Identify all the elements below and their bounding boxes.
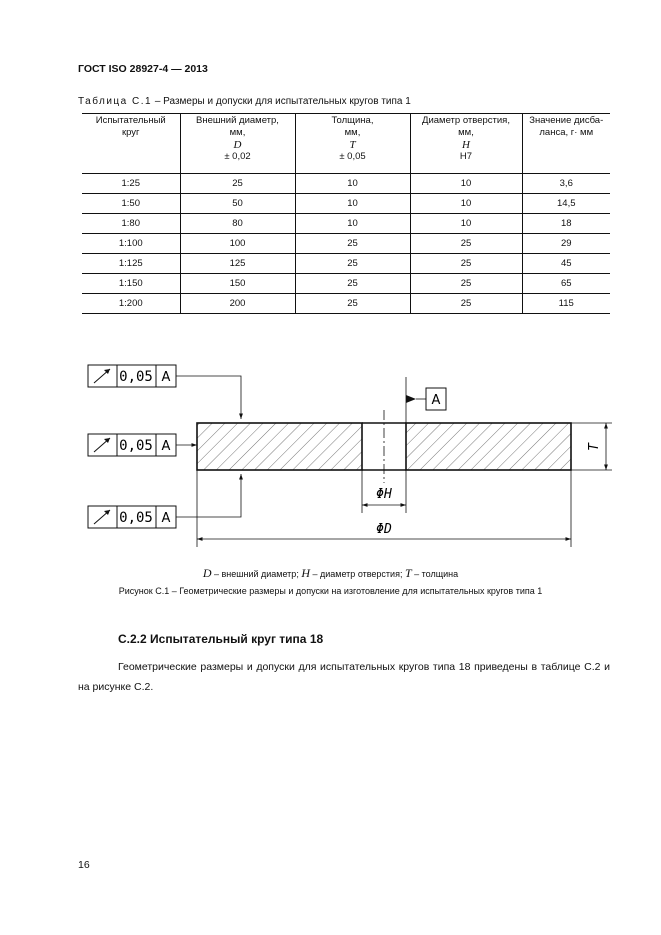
- page-number: 16: [78, 859, 90, 871]
- table-row: 1:125 125 25 25 45: [82, 254, 610, 274]
- document-header: ГОСТ ISO 28927-4 — 2013: [78, 63, 208, 75]
- wheel-drawing: [0, 355, 661, 555]
- tolerance-value: 0,05: [119, 510, 153, 526]
- table-caption-text: – Размеры и допуски для испытательных кругов типа 1: [152, 96, 411, 107]
- datum-ref: A: [161, 511, 171, 526]
- table-row: 1:80 80 10 10 18: [82, 214, 610, 234]
- tolerance-value: 0,05: [119, 438, 153, 454]
- col-header-outer-diameter: Внешний диаметр, мм, D ± 0,02: [180, 114, 295, 174]
- col-header-thickness: Толщина, мм, T ± 0,05: [295, 114, 410, 174]
- hole-dimension-label: ΦH: [376, 487, 392, 502]
- col-header-wheel: Испытательный круг: [82, 114, 180, 174]
- table-row: 1:200 200 25 25 115: [82, 294, 610, 314]
- datum-triangle: [406, 395, 416, 403]
- datum-label: A: [431, 393, 441, 408]
- thickness-label: T: [587, 443, 602, 451]
- table-row: 1:25 25 10 10 3,6: [82, 174, 610, 194]
- tolerance-frame-middle: [88, 434, 176, 456]
- col-header-hole-diameter: Диаметр отверстия, мм, H H7: [410, 114, 522, 174]
- datum-ref: A: [161, 439, 171, 454]
- table-row: 1:100 100 25 25 29: [82, 234, 610, 254]
- figure-caption: Рисунок С.1 – Геометрические размеры и допуски на изготовление для испытательных кругов типа 1: [118, 586, 543, 596]
- table-header-row: [82, 114, 610, 174]
- dimensions-table: [82, 113, 610, 314]
- outer-dimension-label: ΦD: [376, 522, 392, 537]
- tolerance-value: 0,05: [119, 369, 153, 385]
- table-row: 1:50 50 10 10 14,5: [82, 194, 610, 214]
- table-caption-label: Таблица С.1: [78, 96, 153, 107]
- table-caption: [78, 96, 411, 107]
- figure-legend: D – внешний диаметр; H – диаметр отверстия; T – толщина: [202, 566, 459, 580]
- body-paragraph: Геометрические размеры и допуски для испытательных кругов типа 18 приведены в таблице С.2 и на рисунке С.2.: [78, 661, 610, 693]
- datum-ref: A: [161, 370, 171, 385]
- tolerance-frame-bottom: [88, 506, 176, 528]
- section-heading: С.2.2 Испытательный круг типа 18: [118, 632, 324, 646]
- tolerance-frame-top: [88, 365, 176, 387]
- col-header-unbalance: Значение дисба- ланса, г· мм: [522, 114, 610, 174]
- table-row: 1:150 150 25 25 65: [82, 274, 610, 294]
